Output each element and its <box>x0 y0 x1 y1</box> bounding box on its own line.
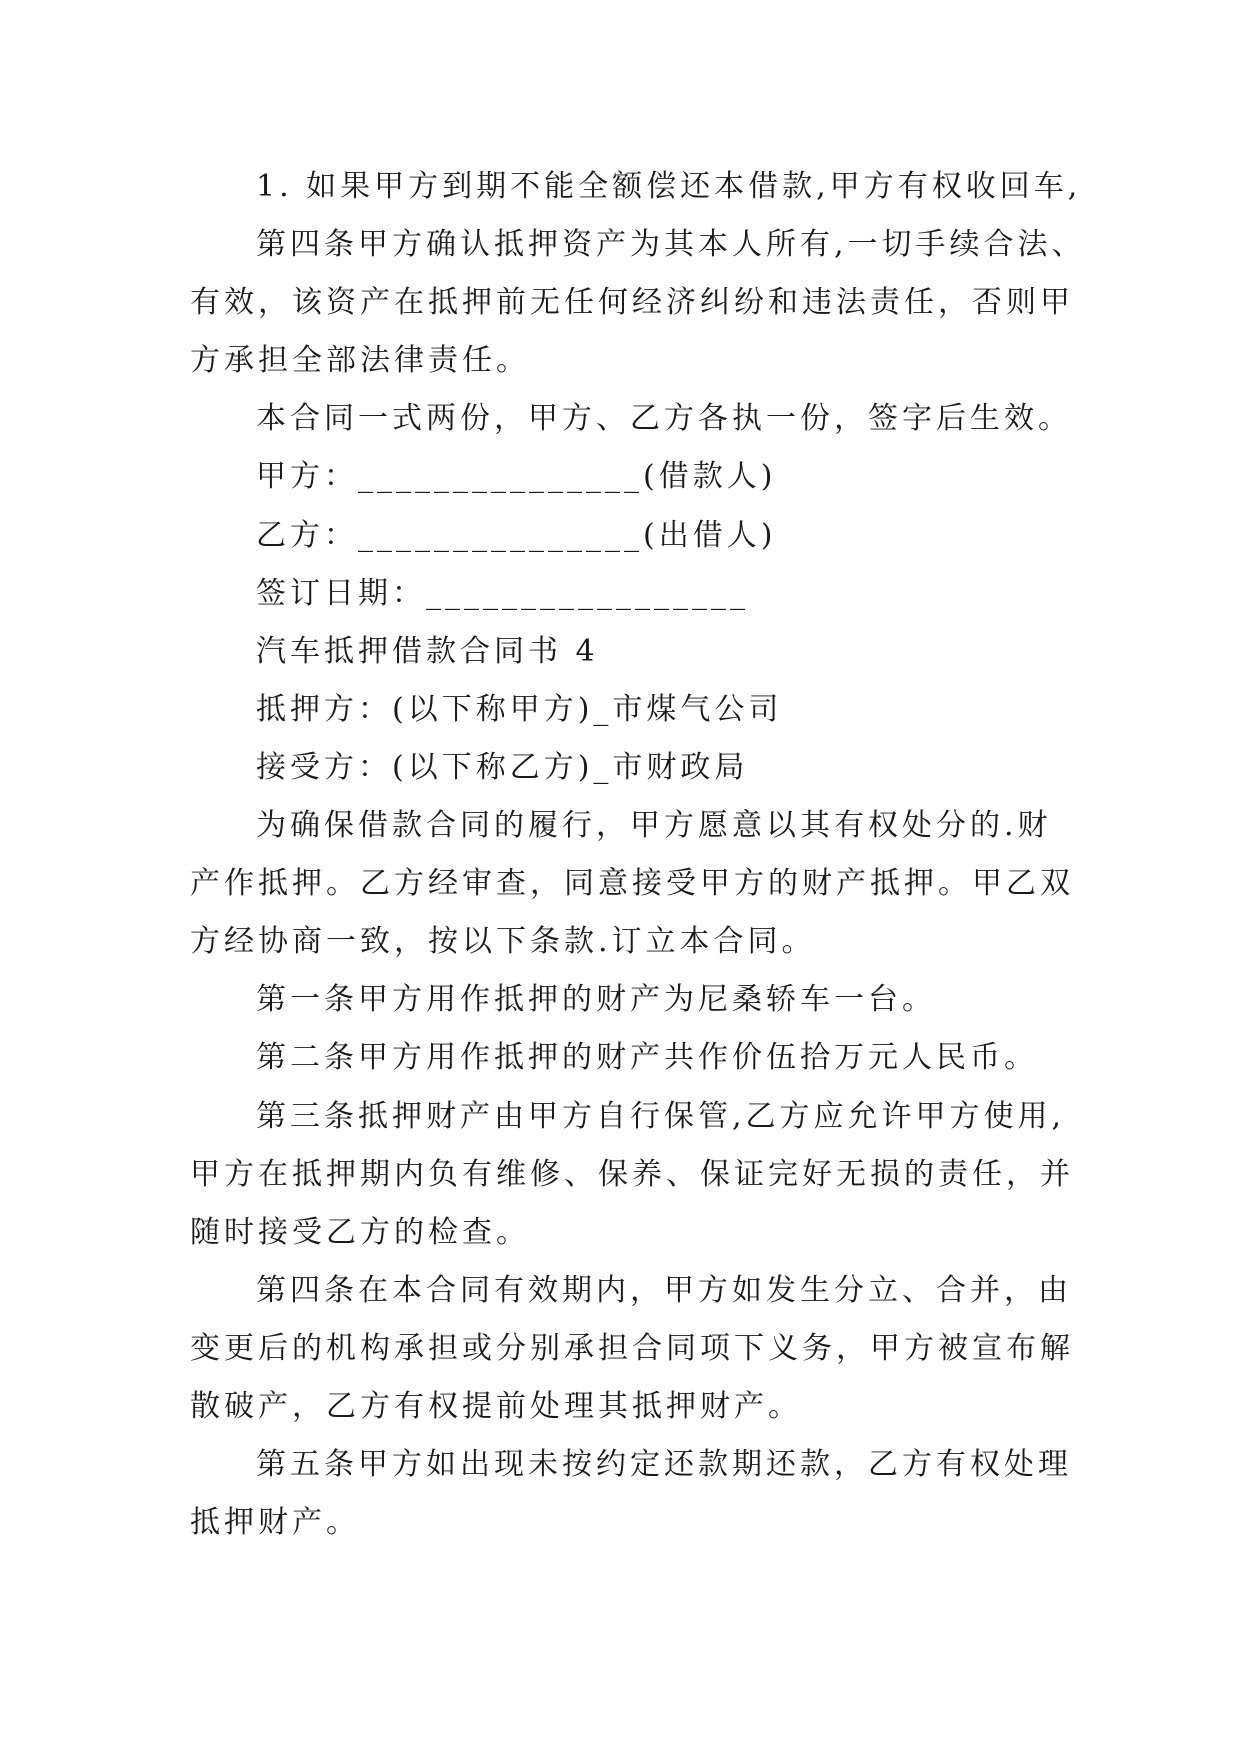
document-line: 第四条在本合同有效期内，甲方如发生分立、合并，由 <box>256 1272 1072 1308</box>
document-line: 有效，该资产在抵押前无任何经济纠纷和违法责任，否则甲 <box>190 285 1074 321</box>
document-line: 1. 如果甲方到期不能全额偿还本借款,甲方有权收回车, <box>256 169 1082 204</box>
document-body <box>190 158 1090 1552</box>
document-line: 本合同一式两份，甲方、乙方各执一份，签字后生效。 <box>256 401 1072 437</box>
document-line: 抵押方：(以下称甲方)_市煤气公司 <box>256 691 783 727</box>
document-line: 第二条甲方用作抵押的财产共作价伍拾万元人民币。 <box>256 1040 1038 1076</box>
document-line: 甲方在抵押期内负有维修、保养、保证完好无损的责任，并 <box>190 1156 1074 1192</box>
document-line: 散破产，乙方有权提前处理其抵押财产。 <box>190 1388 802 1424</box>
document-line: 方经协商一致，按以下条款.订立本合同。 <box>190 924 816 960</box>
document-line: 第一条甲方用作抵押的财产为尼桑轿车一台。 <box>256 982 936 1018</box>
document-line: 接受方：(以下称乙方)_市财政局 <box>256 749 749 785</box>
document-line: 第三条抵押财产由甲方自行保管,乙方应允许甲方使用, <box>256 1098 1066 1134</box>
document-line: 汽车抵押借款合同书 4 <box>256 633 599 669</box>
document-line: 签订日期：_________________ <box>256 575 749 611</box>
document-line: 为确保借款合同的履行，甲方愿意以其有权处分的.财 <box>256 808 1052 844</box>
document-line: 方承担全部法律责任。 <box>190 343 530 379</box>
document-line: 第四条甲方确认抵押资产为其本人所有,一切手续合法、 <box>256 227 1086 263</box>
document-line: 抵押财产。 <box>190 1505 360 1541</box>
document-line: 随时接受乙方的检查。 <box>190 1214 530 1250</box>
document-line: 第五条甲方如出现未按约定还款期还款，乙方有权处理 <box>256 1447 1072 1483</box>
document-line: 乙方：_______________(出借人) <box>256 517 777 553</box>
document-line: 甲方：_______________(借款人) <box>256 459 777 495</box>
document-line: 变更后的机构承担或分别承担合同项下义务，甲方被宣布解 <box>190 1330 1074 1366</box>
document-line: 产作抵押。乙方经审查，同意接受甲方的财产抵押。甲乙双 <box>190 866 1074 902</box>
